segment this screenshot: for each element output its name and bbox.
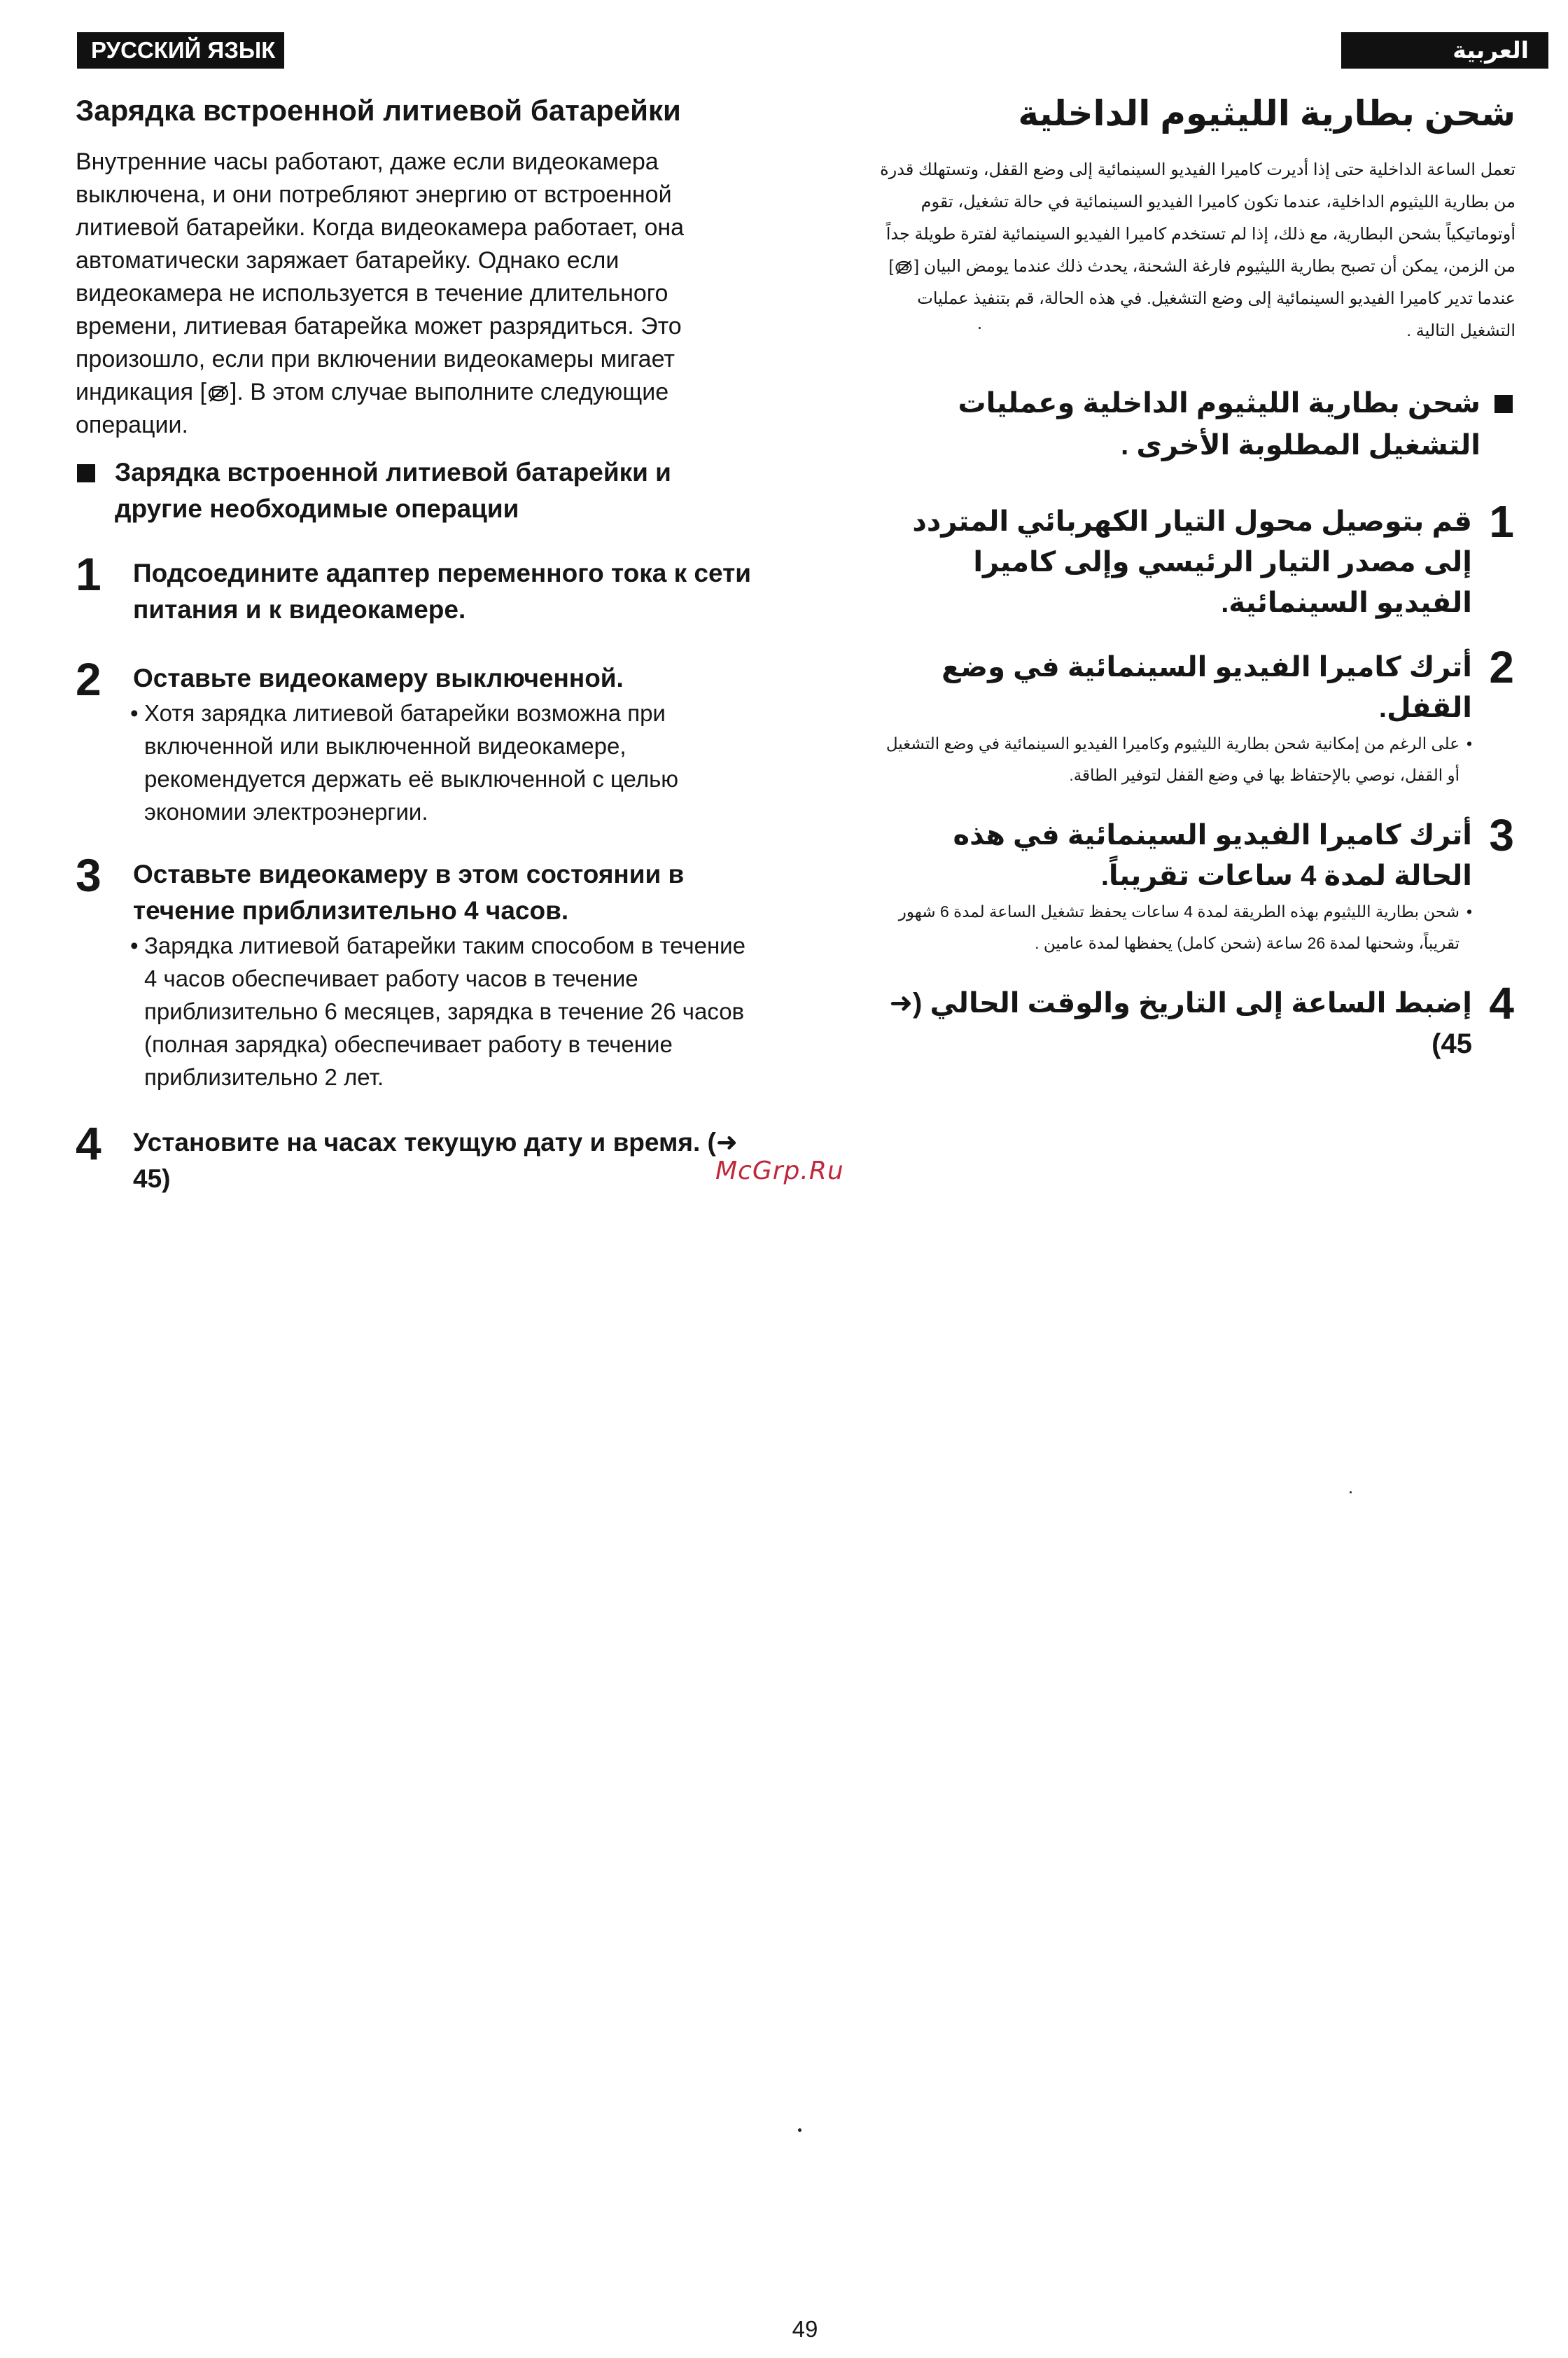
- intro-text-ar-2: ] عندما تدير كاميرا الفيديو السينمائية إلى وضع التشغيل. في هذه الحالة، قم بتنفيذ عمليات التشغيل التالية .: [888, 257, 1516, 340]
- square-bullet-icon: [77, 464, 95, 482]
- step-4-ru: [76, 1117, 763, 1197]
- battery-empty-icon: [893, 258, 914, 277]
- step-number: 4: [76, 1117, 102, 1169]
- step-note: [130, 697, 763, 828]
- step-number: 1: [1489, 496, 1514, 547]
- step-title: إضبط الساعة إلى التاريخ والوقت الحالي (➜ 45): [889, 988, 1472, 1059]
- russian-column: [76, 91, 763, 1197]
- step-2-ru: [76, 653, 763, 828]
- section-heading-text-ar: شحن بطارية الليثيوم الداخلية وعمليات التشغيل المطلوبة الأخرى .: [958, 388, 1480, 461]
- watermark: McGrp.Ru: [715, 1157, 844, 1185]
- intro-paragraph-ru: [76, 146, 763, 442]
- intro-text-ar-1: تعمل الساعة الداخلية حتى إذا أديرت كاميرا الفيديو السينمائية إلى وضع القفل، وتستهلك قدرة من بطارية الليثيوم الداخلية، عندما تكون كاميرا الفيديو السينمائية في حالة تشغيل، تقوم أوتوماتيكياً بشحن البطارية، مع ذلك، إذا لم تستخدم كاميرا الفيديو السينمائية لفترة طويلة جداً من الزمن، يمكن أن تصبح بطارية الليثيوم فارغة الشحنة، يحدث ذلك عندما يومض البيان [: [880, 160, 1516, 276]
- step-1-ar: [878, 496, 1516, 623]
- step-number: 1: [76, 548, 102, 600]
- battery-empty-icon: [206, 382, 230, 405]
- step-title: أترك كاميرا الفيديو السينمائية في وضع القفل.: [941, 652, 1472, 723]
- bullet-icon: •: [130, 700, 139, 726]
- step-number: 2: [1489, 642, 1514, 692]
- step-1-ru: [76, 548, 763, 628]
- step-title: Подсоедините адаптер переменного тока к сети питания и к видеокамере.: [133, 559, 751, 624]
- step-2-ar: [878, 642, 1516, 791]
- intro-text-ru-1: Внутренние часы работают, даже если видеокамера выключена, и они потребляют энергию от встроенной литиевой батарейки. Когда видеокамера работает, она автоматически заряжает батарейку. Однако если видеокамера не используется в течение длительного времени, литиевая батарейка может разрядиться. Это произошло, если при включении видеокамеры мигает индикация [: [76, 148, 685, 405]
- step-number: 3: [1489, 810, 1514, 860]
- lang-tab-arabic: العربية: [1341, 32, 1548, 69]
- bullet-icon: •: [1466, 902, 1472, 921]
- section-heading-ru: [76, 454, 763, 527]
- step-3-ar: [878, 810, 1516, 959]
- step-3-ru: [76, 849, 763, 1094]
- step-note-text: Хотя зарядка литиевой батарейки возможна при включенной или выключенной видеокамере, рекомендуется держать её выключенной с целью экономии электроэнергии.: [144, 700, 679, 825]
- section-heading-ar: [878, 382, 1516, 466]
- step-note-text: Зарядка литиевой батарейки таким способом в течение 4 часов обеспечивает работу часов в течение приблизительно 6 месяцев, зарядка в течение 26 часов (полная зарядка) обеспечивает работу в течение приблизительно 2 лет.: [144, 933, 746, 1090]
- step-note: [130, 929, 763, 1094]
- step-number: 2: [76, 653, 102, 705]
- bullet-icon: •: [1466, 734, 1472, 753]
- arabic-column: [878, 91, 1516, 1064]
- bullet-icon: •: [130, 933, 139, 958]
- lang-tab-russian: РУССКИЙ ЯЗЫК: [77, 32, 284, 69]
- step-title: أترك كاميرا الفيديو السينمائية في هذه الحالة لمدة 4 ساعات تقريباً.: [953, 820, 1472, 891]
- step-note-text: على الرغم من إمكانية شحن بطارية الليثيوم وكاميرا الفيديو السينمائية في وضع التشغيل أو القفل، نوصي بالإحتفاظ بها في وضع القفل لتوفير الطاقة.: [886, 734, 1460, 784]
- step-note: [878, 896, 1472, 959]
- section-heading-text-ru: Зарядка встроенной литиевой батарейки и другие необходимые операции: [115, 458, 671, 523]
- step-note: [878, 728, 1472, 791]
- step-title: Оставьте видеокамеру в этом состоянии в течение приблизительно 4 часов.: [133, 860, 685, 925]
- page-title-ar: شحن بطارية الليثيوم الداخلية: [1018, 94, 1516, 133]
- scan-speck: [798, 2128, 802, 2132]
- step-4-ar: [878, 978, 1516, 1064]
- intro-paragraph-ar: [878, 154, 1516, 347]
- step-title: Установите на часах текущую дату и время. (➜ 45): [133, 1128, 738, 1193]
- scan-speck: [1350, 1491, 1352, 1493]
- page-title-ru: Зарядка встроенной литиевой батарейки: [76, 94, 681, 127]
- page-number: 49: [792, 2316, 818, 2342]
- square-bullet-icon: [1494, 395, 1513, 413]
- step-note-text: شحن بطارية الليثيوم بهذه الطريقة لمدة 4 ساعات يحفظ تشغيل الساعة لمدة 6 شهور تقريباً، وشحنها لمدة 26 ساعة (شحن كامل) يحفظها لمدة عامين .: [898, 902, 1460, 952]
- scan-speck: [979, 327, 981, 329]
- step-title: قم بتوصيل محول التيار الكهربائي المتردد إلى مصدر التيار الرئيسي وإلى كاميرا الفيديو السينمائية.: [912, 506, 1472, 618]
- intro-text-ru-2: ]. В этом случае выполните следующие операции.: [76, 379, 669, 438]
- step-number: 3: [76, 849, 102, 901]
- step-number: 4: [1489, 978, 1514, 1028]
- step-title: Оставьте видеокамеру выключенной.: [133, 664, 624, 692]
